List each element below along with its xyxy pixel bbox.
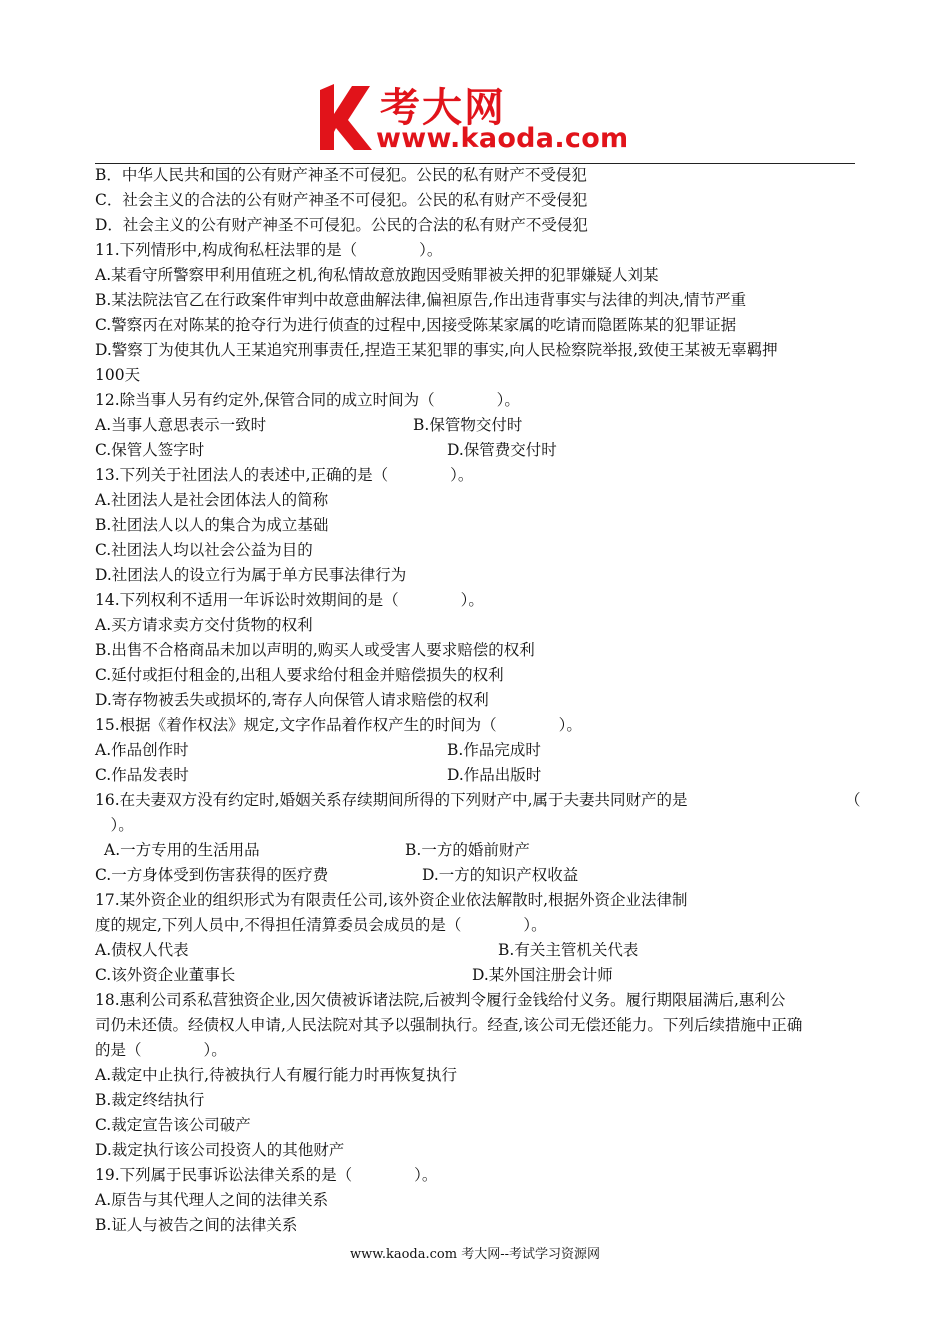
document-line: D．社会主义的公有财产神圣不可侵犯。公民的合法的私有财产不受侵犯 (95, 216, 588, 234)
document-line: B.社团法人以人的集合为成立基础 (95, 516, 329, 534)
document-line: B.作品完成时 (447, 741, 541, 759)
document-line: D.裁定执行该公司投资人的其他财产 (95, 1141, 345, 1159)
document-line: D.警察丁为使其仇人王某追究刑事责任,捏造王某犯罪的事实,向人民检察院举报,致使王某被无辜羁押 (95, 341, 778, 359)
document-line: 11.下列情形中,构成徇私枉法罪的是（ ）。 (95, 241, 443, 259)
document-line: A.一方专用的生活用品 (104, 841, 260, 859)
document-line: ）。 (95, 816, 134, 834)
page-footer: www.kaoda.com 考大网--考试学习资源网 (350, 1247, 600, 1262)
document-line: D.作品出版时 (447, 766, 542, 784)
logo-url: www.kaoda.com (376, 123, 629, 154)
kaoda-logo (318, 80, 638, 160)
document-line: C.作品发表时 (95, 766, 189, 784)
document-line: C.社团法人均以社会公益为目的 (95, 541, 313, 559)
document-line: B.保管物交付时 (413, 416, 523, 434)
document-line: C.该外资企业董事长 (95, 966, 236, 984)
document-line: B.证人与被告之间的法律关系 (95, 1216, 298, 1234)
document-line: D.某外国注册会计师 (472, 966, 613, 984)
document-line: B.某法院法官乙在行政案件审判中故意曲解法律,偏袒原告,作出违背事实与法律的判决,情节严重 (95, 291, 747, 309)
document-line: B.一方的婚前财产 (405, 841, 530, 859)
document-line: 17.某外资企业的组织形式为有限责任公司,该外资企业依法解散时,根据外资企业法律制 (95, 891, 688, 909)
document-line: 的是（ ）。 (95, 1041, 227, 1059)
document-line: D.寄存物被丢失或损坏的,寄存人向保管人请求赔偿的权利 (95, 691, 489, 709)
document-line: 度的规定,下列人员中,不得担任清算委员会成员的是（ ）。 (95, 916, 547, 934)
document-line: 13.下列关于社团法人的表述中,正确的是（ ）。 (95, 466, 474, 484)
document-line: D.社团法人的设立行为属于单方民事法律行为 (95, 566, 407, 584)
document-line: A.裁定中止执行,待被执行人有履行能力时再恢复执行 (95, 1066, 458, 1084)
document-line: B.裁定终结执行 (95, 1091, 205, 1109)
document-line: 16.在夫妻双方没有约定时,婚姻关系存续期间所得的下列财产中,属于夫妻共同财产的是 (95, 791, 688, 809)
document-line: C.延付或拒付租金的,出租人要求给付租金并赔偿损失的权利 (95, 666, 504, 684)
document-line: A.作品创作时 (95, 741, 189, 759)
document-line: （ (845, 791, 861, 809)
document-line: 19.下列属于民事诉讼法律关系的是（ ）。 (95, 1166, 438, 1184)
document-line: 12.除当事人另有约定外,保管合同的成立时间为（ ）。 (95, 391, 520, 409)
document-line: A.原告与其代理人之间的法律关系 (95, 1191, 329, 1209)
document-line: A.某看守所警察甲利用值班之机,徇私情故意放跑因受贿罪被关押的犯罪嫌疑人刘某 (95, 266, 659, 284)
document-line: D.一方的知识产权收益 (422, 866, 579, 884)
k-logo-icon (318, 80, 380, 154)
document-line: C．社会主义的合法的公有财产神圣不可侵犯。公民的私有财产不受侵犯 (95, 191, 588, 209)
document-line: B.出售不合格商品未加以声明的,购买人或受害人要求赔偿的权利 (95, 641, 535, 659)
document-line: C.裁定宣告该公司破产 (95, 1116, 251, 1134)
document-line: 100天 (95, 366, 141, 384)
document-line: B．中华人民共和国的公有财产神圣不可侵犯。公民的私有财产不受侵犯 (95, 166, 587, 184)
document-line: 18.惠利公司系私营独资企业,因欠债被诉诸法院,后被判令履行金钱给付义务。履行期限届满后,惠利公 (95, 991, 786, 1009)
document-line: B.有关主管机关代表 (498, 941, 639, 959)
document-line: A.买方请求卖方交付货物的权利 (95, 616, 313, 634)
header-rule (95, 163, 855, 164)
document-line: A.社团法人是社会团体法人的简称 (95, 491, 329, 509)
document-line: C.保管人签字时 (95, 441, 205, 459)
document-line: D.保管费交付时 (447, 441, 557, 459)
document-line: A.当事人意思表示一致时 (95, 416, 267, 434)
document-line: 司仍未还债。经债权人申请,人民法院对其予以强制执行。经查,该公司无偿还能力。下列后续措施中正确 (95, 1016, 803, 1034)
logo-chinese-name: 考大网 (380, 85, 506, 131)
document-line: A.债权人代表 (95, 941, 189, 959)
document-line: C.警察丙在对陈某的抢夺行为进行侦查的过程中,因接受陈某家属的吃请而隐匿陈某的犯罪证据 (95, 316, 737, 334)
document-line: C.一方身体受到伤害获得的医疗费 (95, 866, 329, 884)
document-line: 14.下列权利不适用一年诉讼时效期间的是（ ）。 (95, 591, 484, 609)
document-line: 15.根据《着作权法》规定,文字作品着作权产生的时间为（ ）。 (95, 716, 582, 734)
